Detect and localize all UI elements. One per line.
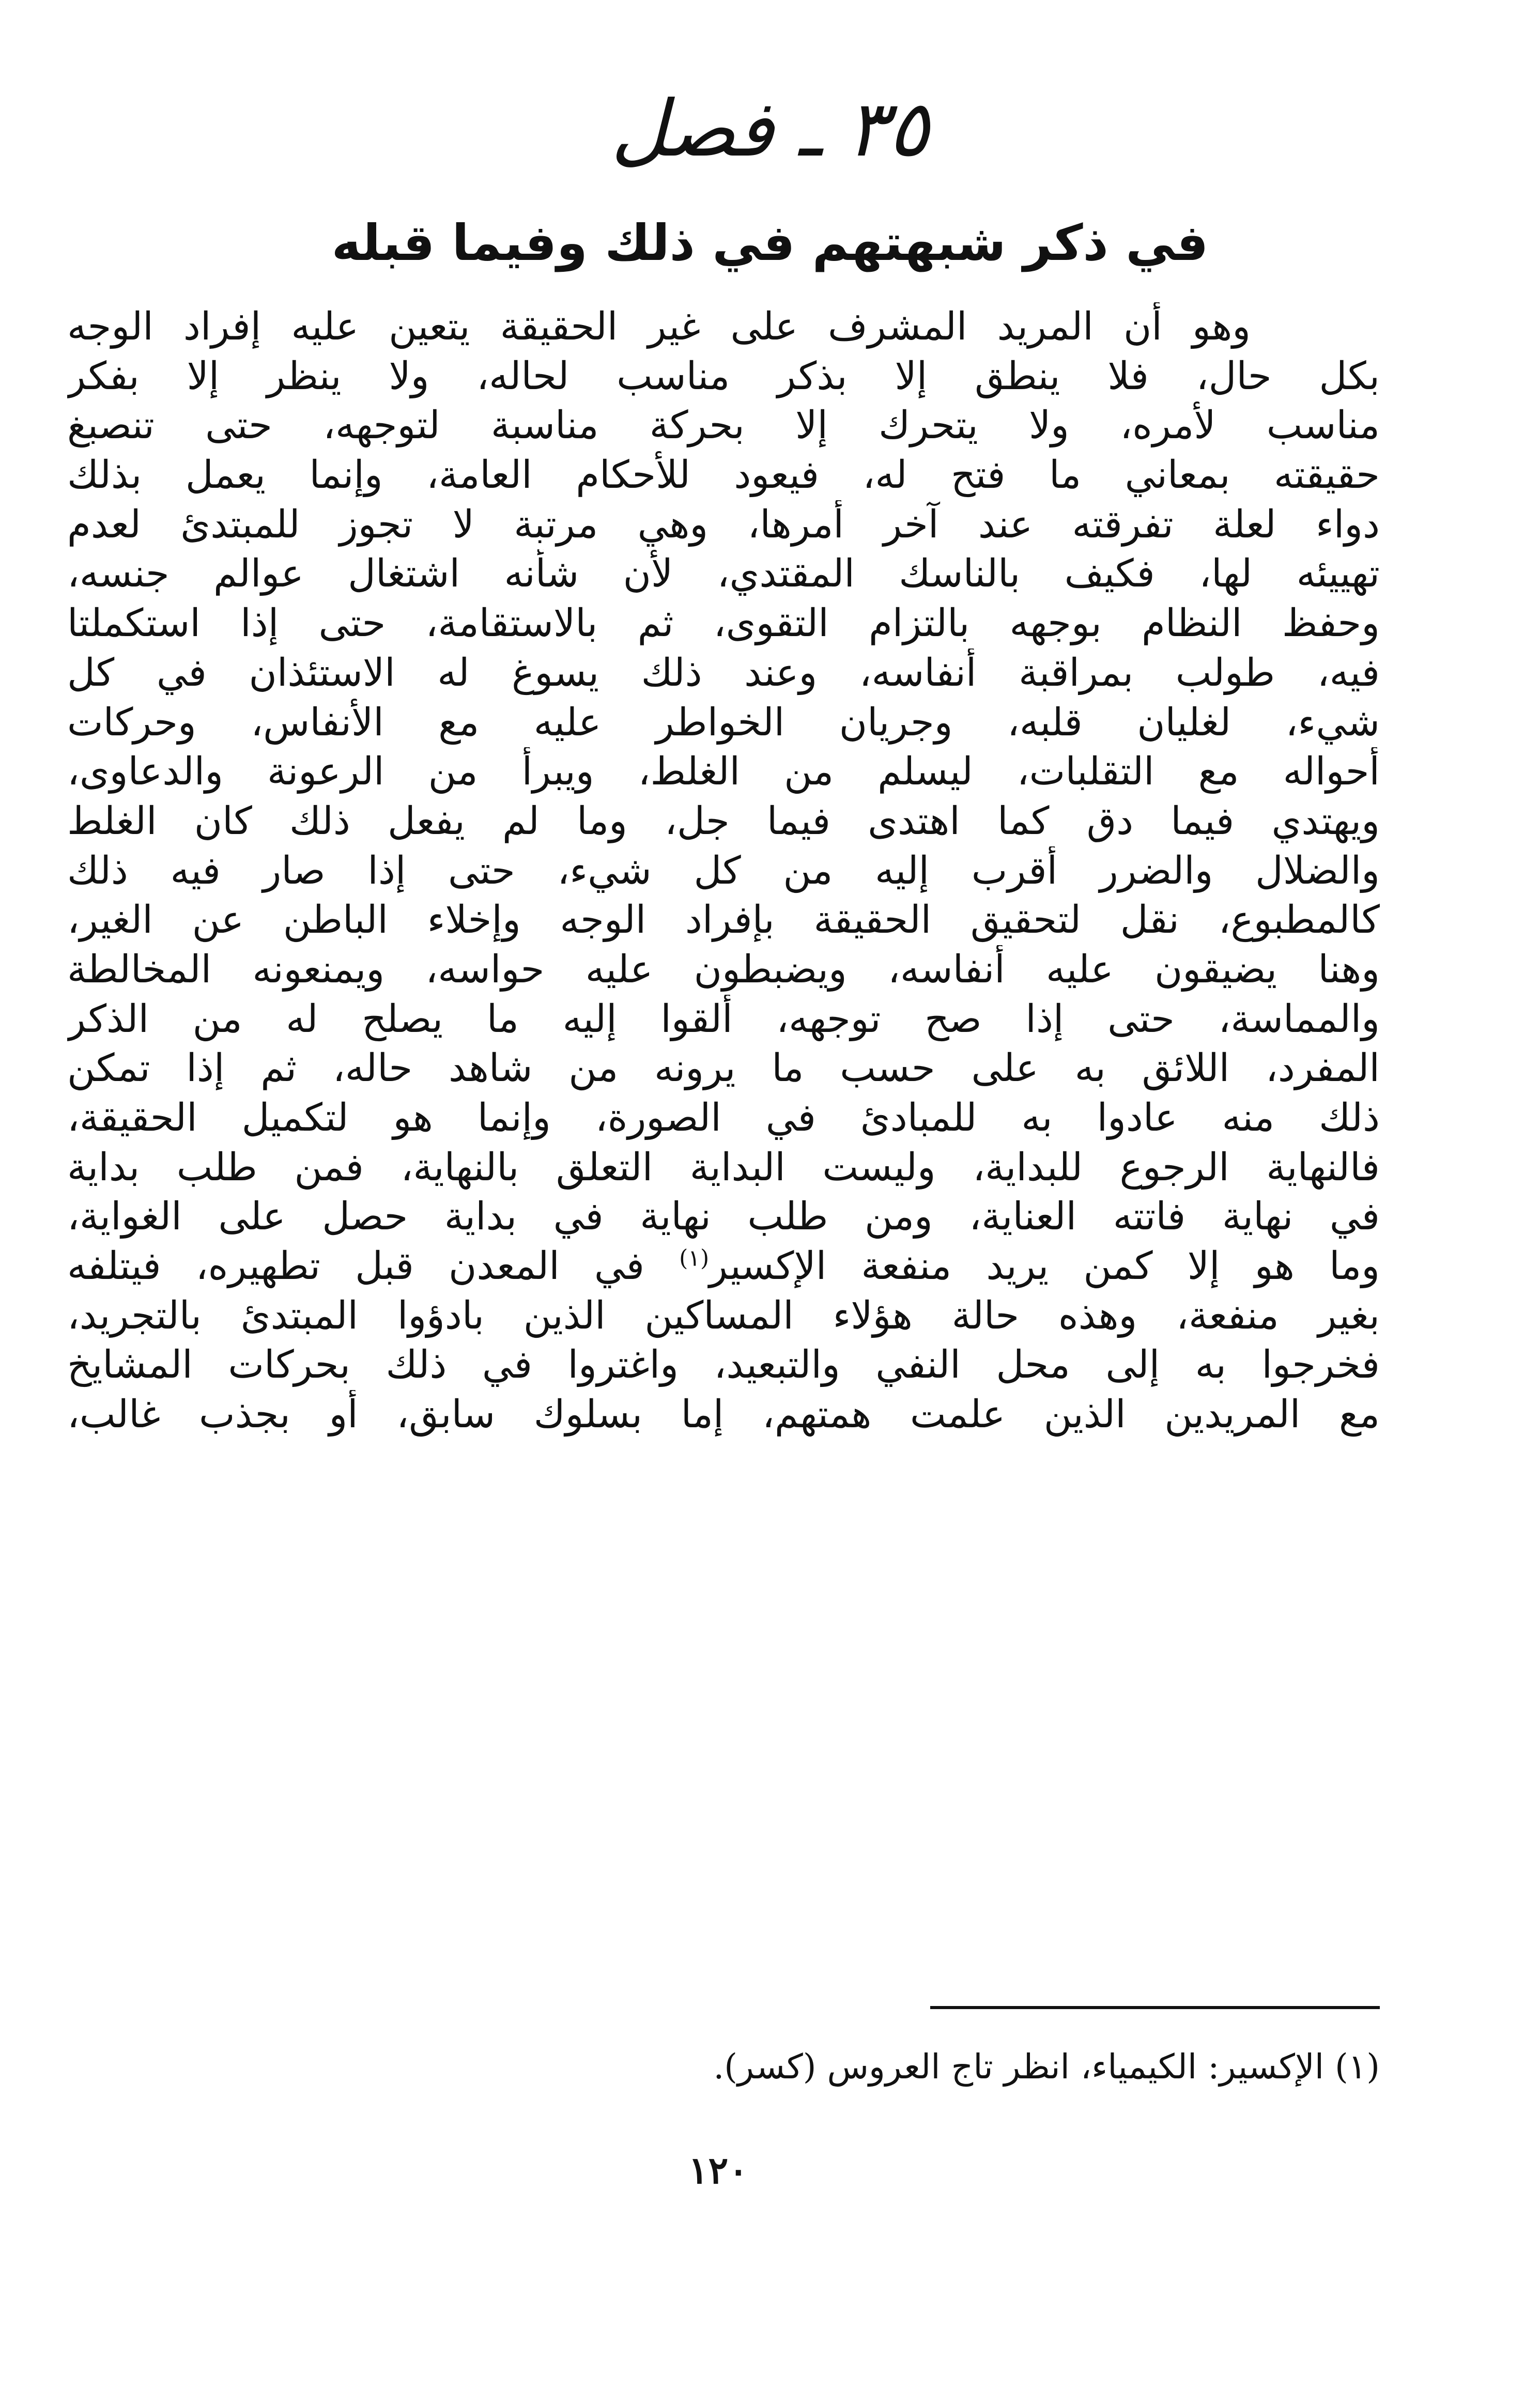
footnote-reference: (١) — [679, 1245, 710, 1272]
text-line: دواء لعلة تفرقته عند آخر أمرها، وهي مرتبة لا تجوز للمبتدئ لعدم — [67, 502, 1380, 547]
text-line: فالنهاية الرجوع للبداية، وليست البداية التعلق بالنهاية، فمن طلب بداية — [67, 1145, 1380, 1190]
text-line: كالمطبوع، نقل لتحقيق الحقيقة بإفراد الوجه وإخلاء الباطن عن الغير، — [67, 898, 1380, 943]
text-line: ذلك منه عادوا به للمبادئ في الصورة، وإنما هو لتكميل الحقيقة، — [67, 1096, 1380, 1140]
text-line: وما هو إلا كمن يريد منفعة الإكسير$^{(١)}$ في المعدن قبل تطهيره، فيتلفه — [67, 1244, 1380, 1289]
text-line: والضلال والضرر أقرب إليه من كل شيء، حتى إذا صار فيه ذلك — [67, 848, 1380, 893]
text-line: أحواله مع التقلبات، ليسلم من الغلط، ويبرأ من الرعونة والدعاوى، — [67, 749, 1380, 794]
text-line: والمماسة، حتى إذا صح توجهه، ألقوا إليه ما يصلح له من الذكر — [67, 996, 1380, 1041]
text-line: بكل حال، فلا ينطق إلا بذكر مناسب لحاله، ولا ينظر إلا بفكر — [67, 353, 1380, 398]
text-line: وحفظ النظام بوجهه بالتزام التقوى، ثم بالاستقامة، حتى إذا استكملتا — [67, 601, 1380, 646]
text-line: بغير منفعة، وهذه حالة هؤلاء المساكين الذين بادؤوا المبتدئ بالتجريد، — [67, 1293, 1380, 1338]
text-line: وهو أن المريد المشرف على غير الحقيقة يتعين عليه إفراد الوجه — [67, 304, 1251, 349]
text-line: مناسب لأمره، ولا يتحرك إلا بحركة مناسبة لتوجهه، حتى تنصبغ — [67, 403, 1380, 448]
footnote: (١) الإكسير: الكيمياء، انظر تاج العروس (كسر). — [713, 2047, 1380, 2087]
page-number: ١٢٠ — [688, 2148, 748, 2192]
chapter-title: ٣٥ ـ فصل — [611, 84, 929, 174]
text-line: فخرجوا به إلى محل النفي والتبعيد، واغتروا في ذلك بحركات المشايخ — [67, 1343, 1380, 1387]
text-line: المفرد، اللائق به على حسب ما يرونه من شاهد حاله، ثم إذا تمكن — [67, 1046, 1380, 1091]
text-line: وهنا يضيقون عليه أنفاسه، ويضبطون عليه حواسه، ويمنعونه المخالطة — [67, 947, 1380, 992]
text-line: ويهتدي فيما دق كما اهتدى فيما جل، وما لم يفعل ذلك كان الغلط — [67, 798, 1380, 843]
text-line: شيء، لغليان قلبه، وجريان الخواطر عليه مع الأنفاس، وحركات — [67, 700, 1380, 745]
text-line: فيه، طولب بمراقبة أنفاسه، وعند ذلك يسوغ له الاستئذان في كل — [67, 650, 1380, 695]
text-line: تهييئه لها، فكيف بالناسك المقتدي، لأن شأنه اشتغال عوالم جنسه، — [67, 551, 1380, 596]
footnote-divider — [930, 2006, 1380, 2009]
text-line: مع المريدين الذين علمت همتهم، إما بسلوك سابق، أو بجذب غالب، — [67, 1392, 1380, 1437]
text-line: في نهاية فاتته العناية، ومن طلب نهاية في بداية حصل على الغواية، — [67, 1194, 1380, 1239]
body-text — [67, 302, 1380, 1440]
section-heading: في ذكر شبهتهم في ذلك وفيما قبله — [331, 214, 1209, 272]
text-line: حقيقته بمعاني ما فتح له، فيعود للأحكام العامة، وإنما يعمل بذلك — [67, 453, 1380, 498]
